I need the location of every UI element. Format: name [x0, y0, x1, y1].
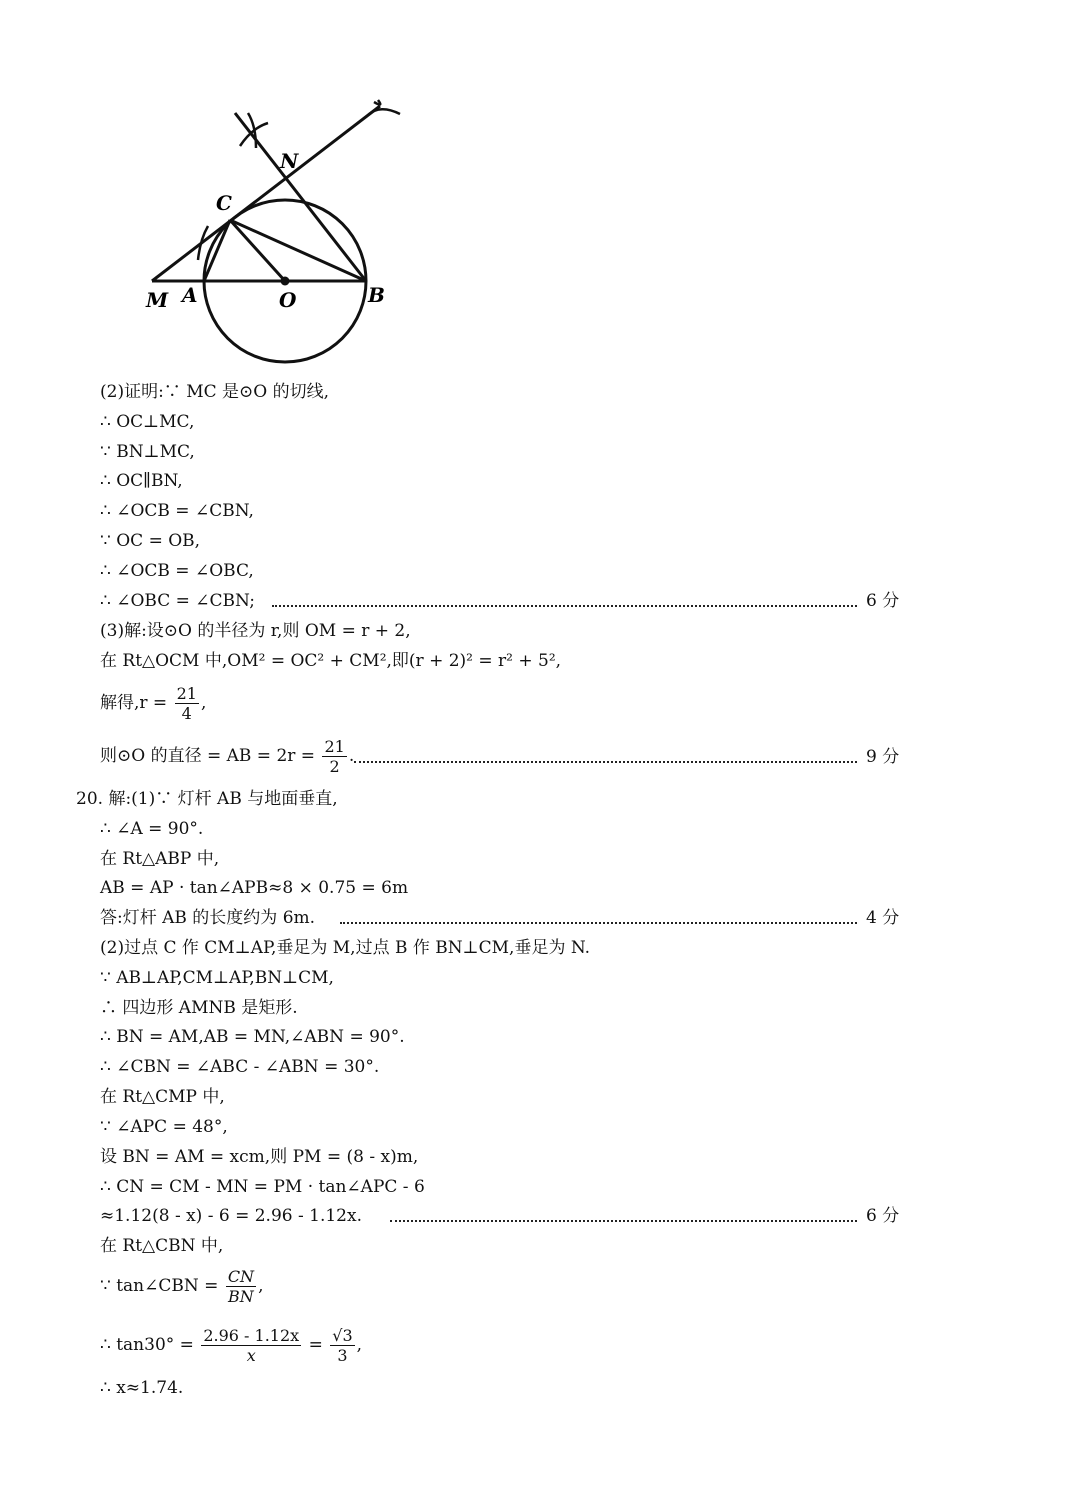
q19-p3-line4	[100, 736, 354, 776]
period: .	[348, 746, 355, 766]
fraction	[322, 737, 346, 776]
comma: ,	[258, 1276, 264, 1296]
q20-line1: 20. 解:(1)∵ 灯杆 AB 与地面垂直,	[76, 789, 338, 809]
q20-line3: 在 Rt△ABP 中,	[100, 849, 220, 869]
center-dot	[281, 277, 290, 286]
q20-line2: ∴ ∠A = 90°.	[100, 819, 204, 839]
q20-p2-line2: ∵ AB⊥AP,CM⊥AP,BN⊥CM,	[100, 968, 334, 988]
score-label: 9 分	[866, 747, 900, 767]
q19-p2-line3: ∵ BN⊥MC,	[100, 442, 195, 462]
fraction-numerator: CN	[227, 1267, 255, 1286]
q20-line4: AB = AP · tan∠APB≈8 × 0.75 = 6m	[100, 878, 409, 898]
q20-line5: 答:灯杆 AB 的长度约为 6m.	[100, 908, 316, 928]
figure-lines	[152, 100, 400, 362]
q19-p3-line3-text: 解得,r =	[100, 693, 168, 713]
q19-p2-line7: ∴ ∠OCB = ∠OBC,	[100, 561, 254, 581]
line-ca	[204, 220, 230, 281]
label-n: N	[280, 149, 299, 173]
q20-p2-line12-text: ∵ tan∠CBN =	[100, 1276, 219, 1296]
geometry-figure	[130, 88, 420, 368]
q20-p2-line3: ∴ 四边形 AMNB 是矩形.	[100, 998, 298, 1018]
q20-p2-line12	[100, 1266, 263, 1306]
label-o: O	[279, 288, 297, 312]
label-b: B	[368, 283, 385, 307]
q19-p3-line2: 在 Rt△OCM 中,OM² = OC² + CM²,即(r + 2)² = r² + 5²,	[100, 651, 562, 671]
score-label: 6 分	[866, 1206, 900, 1226]
q20-p2-line14: ∴ x≈1.74.	[100, 1378, 184, 1398]
q20-p2-line11: 在 Rt△CBN 中,	[100, 1236, 224, 1256]
q19-p2-line4: ∴ OC∥BN,	[100, 471, 183, 491]
fraction-numerator: √3	[332, 1326, 353, 1345]
q19-p3-line3	[100, 683, 206, 723]
line-co	[230, 220, 285, 281]
fraction-denominator: 4	[181, 704, 192, 723]
fraction	[226, 1267, 256, 1306]
q19-p2-line8: ∴ ∠OBC = ∠CBN;	[100, 591, 256, 611]
q20-p2-line7: ∵ ∠APC = 48°,	[100, 1117, 228, 1137]
q19-p2-line6: ∵ OC = OB,	[100, 531, 201, 551]
leader-dots	[390, 1220, 857, 1222]
fraction-numerator: 21	[324, 737, 345, 756]
fraction-denominator: x	[246, 1346, 256, 1365]
equals-sign: =	[308, 1335, 323, 1355]
comma: ,	[200, 693, 207, 713]
fraction-numerator: 21	[176, 684, 197, 703]
q19-p2-line5: ∴ ∠OCB = ∠CBN,	[100, 501, 254, 521]
q20-p2-line13	[100, 1325, 362, 1365]
q20-p2-line1: (2)过点 C 作 CM⊥AP,垂足为 M,过点 B 作 BN⊥CM,垂足为 N.	[100, 938, 591, 958]
q20-p2-line10: ≈1.12(8 - x) - 6 = 2.96 - 1.12x.	[100, 1206, 362, 1226]
leader-dots	[340, 922, 857, 924]
q20-p2-line5: ∴ ∠CBN = ∠ABC - ∠ABN = 30°.	[100, 1057, 380, 1077]
q20-p2-line8: 设 BN = AM = xcm,则 PM = (8 - x)m,	[100, 1147, 419, 1167]
leader-dots	[354, 761, 857, 763]
q19-p2-line2: ∴ OC⊥MC,	[100, 412, 195, 432]
q19-p3-line4-text: 则⊙O 的直径 = AB = 2r =	[100, 746, 316, 766]
fraction	[201, 1326, 301, 1365]
fraction-denominator: BN	[228, 1287, 254, 1306]
fraction	[330, 1326, 354, 1365]
label-m: M	[146, 288, 169, 312]
label-a: A	[182, 283, 198, 307]
q19-p3-line1: (3)解:设⊙O 的半径为 r,则 OM = r + 2,	[100, 621, 411, 641]
fraction	[175, 684, 199, 723]
fraction-denominator: 2	[329, 757, 340, 776]
fraction-denominator: 3	[337, 1346, 348, 1365]
score-label: 4 分	[866, 908, 900, 928]
label-c: C	[216, 191, 232, 215]
q20-p2-line4: ∴ BN = AM,AB = MN,∠ABN = 90°.	[100, 1027, 405, 1047]
leader-dots	[272, 605, 857, 607]
comma: ,	[356, 1335, 363, 1355]
q20-p2-line9: ∴ CN = CM - MN = PM · tan∠APC - 6	[100, 1177, 425, 1197]
q20-p2-line6: 在 Rt△CMP 中,	[100, 1087, 225, 1107]
q20-p2-line13-text: ∴ tan30° =	[100, 1335, 194, 1355]
construction-arc-top2	[374, 100, 380, 105]
q19-p2-line1: (2)证明:∵ MC 是⊙O 的切线,	[100, 382, 330, 402]
score-label: 6 分	[866, 591, 900, 611]
fraction-numerator: 2.96 - 1.12x	[203, 1326, 300, 1345]
